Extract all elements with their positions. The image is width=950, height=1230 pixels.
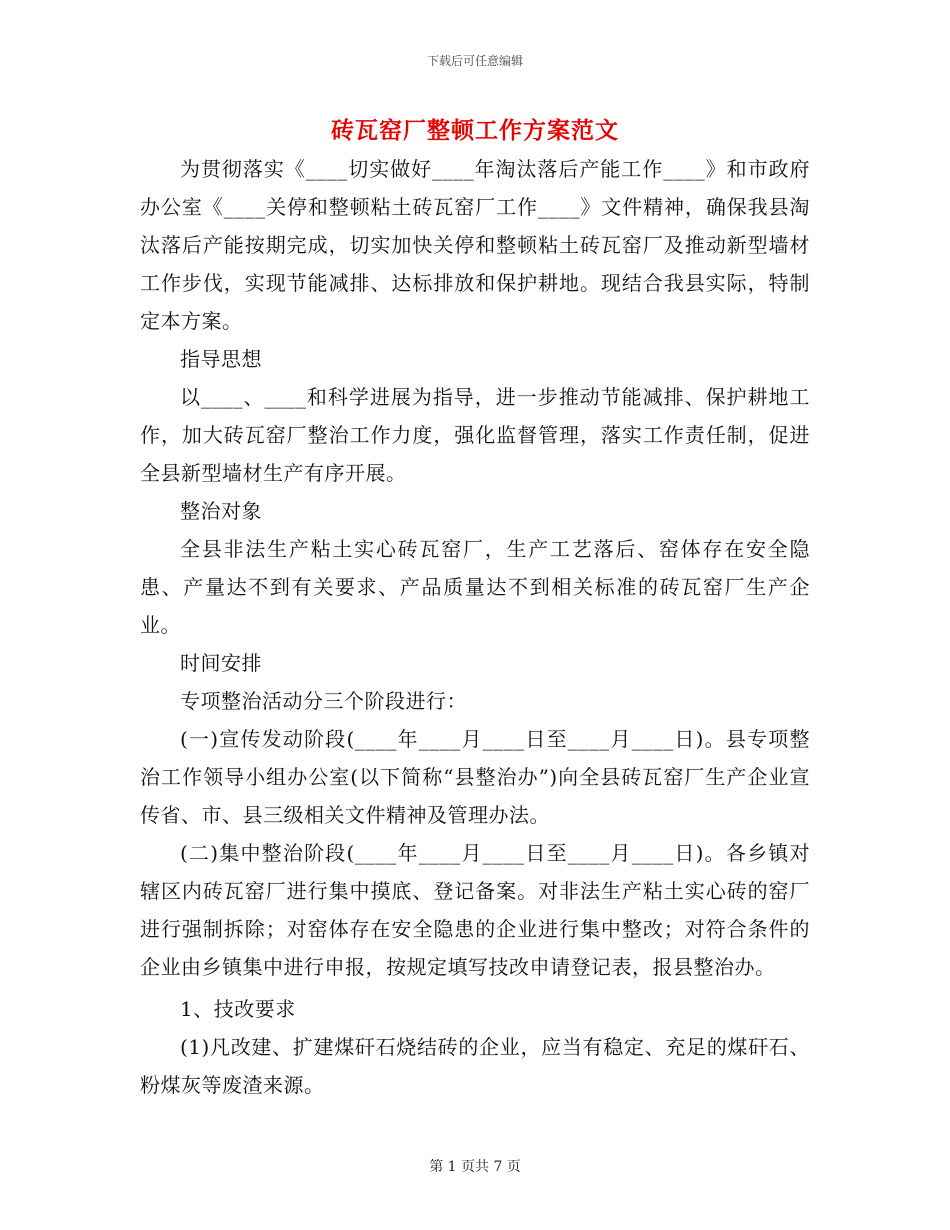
phase-two-paragraph: (二)集中整治阶段(____年____月____日至____月____日)。各乡镇对辖区内砖瓦窑厂进行集中摸底、登记备案。对非法生产粘土实心砖的窑厂进行强制拆除；对窑体存在安全隐患的企业进行集中整改；对符合条件的企业由乡镇集中进行申报，按规定填写技改申请登记表，报县整治办。 <box>140 841 810 979</box>
requirement-item-1: (1)凡改建、扩建煤矸石烧结砖的企业，应当有稳定、充足的煤矸石、粉煤灰等废渣来源。 <box>140 1035 810 1097</box>
document-title: 砖瓦窑厂整顿工作方案范文 <box>331 118 619 144</box>
page-header-note: 下载后可任意编辑 <box>426 54 523 68</box>
section-heading-targets: 整治对象 <box>180 499 262 523</box>
phase-one-paragraph: (一)宣传发动阶段(____年____月____日至____月____日)。县专项整治工作领导小组办公室(以下简称“县整治办”)向全县砖瓦窑厂生产企业宣传省、市、县三级相关文件精神及管理办法。 <box>140 727 810 827</box>
document-body <box>140 150 810 1104</box>
schedule-intro-paragraph: 专项整治活动分三个阶段进行： <box>180 689 467 713</box>
section-heading-tech-requirements: 1、技改要求 <box>180 997 296 1021</box>
guiding-thought-paragraph: 以____、____和科学进展为指导，进一步推动节能减排、保护耕地工作，加大砖瓦窑厂整治工作力度，强化监督管理，落实工作责任制，促进全县新型墙材生产有序开展。 <box>140 385 810 485</box>
targets-paragraph: 全县非法生产粘土实心砖瓦窑厂，生产工艺落后、窑体存在安全隐患、产量达不到有关要求、产品质量达不到相关标准的砖瓦窑厂生产企业。 <box>140 537 810 637</box>
intro-paragraph: 为贯彻落实《____切实做好____年淘汰落后产能工作____》和市政府办公室《____关停和整顿粘土砖瓦窑厂工作____》文件精神，确保我县淘汰落后产能按期完成，切实加快关停和整顿粘土砖瓦窑厂及推动新型墙材工作步伐，实现节能减排、达标排放和保护耕地。现结合我县实际，特制定本方案。 <box>140 157 810 333</box>
section-heading-schedule: 时间安排 <box>180 651 262 675</box>
section-heading-guiding-thought: 指导思想 <box>180 347 262 371</box>
page-number-footer: 第 1 页共 7 页 <box>429 1159 521 1175</box>
